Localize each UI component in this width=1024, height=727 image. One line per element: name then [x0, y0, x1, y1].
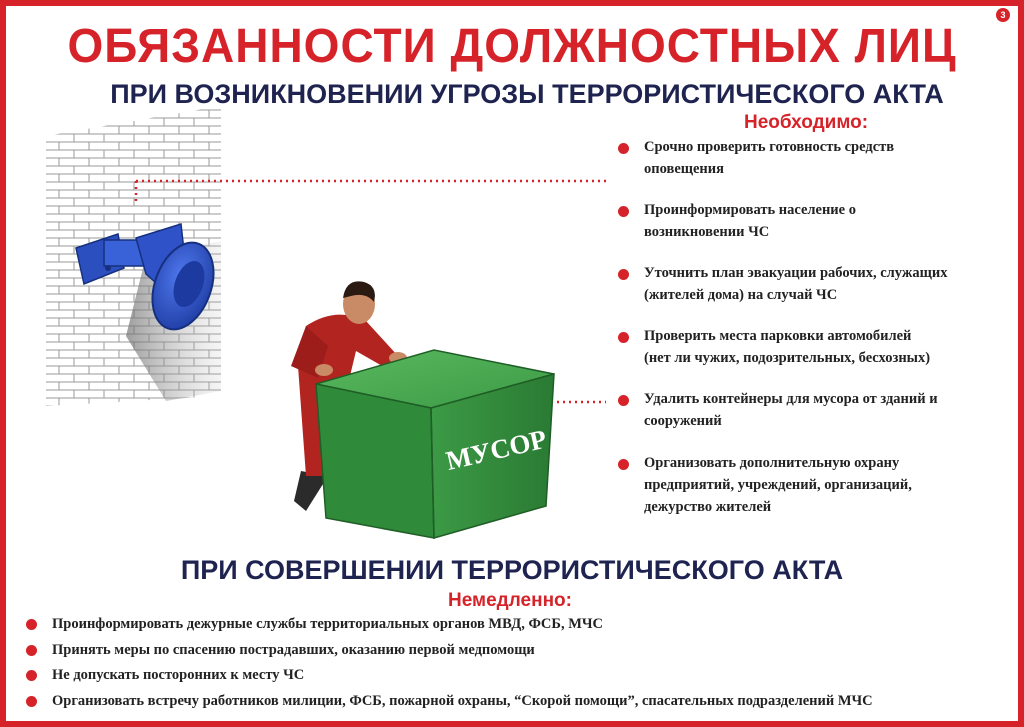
container-label: МУСОР [443, 423, 550, 476]
page-title: ОБЯЗАННОСТИ ДОЛЖНОСТНЫХ ЛИЦ [67, 17, 957, 73]
threat-section-label: Необходимо: [744, 112, 869, 133]
list-item: Проинформировать дежурные службы территориальных органов МВД, ФСБ, МЧС [26, 612, 873, 638]
threat-section-heading: ПРИ ВОЗНИКНОВЕНИИ УГРОЗЫ ТЕРРОРИСТИЧЕСКОГО АКТА [110, 79, 944, 109]
list-item: Уточнить план эвакуации рабочих, служащих (жителей дома) на случай ЧС [618, 262, 1024, 306]
list-item: Проверить места парковки автомобилей (нет ли чужих, подозрительных, бесхозных) [618, 325, 1024, 369]
act-section-heading: ПРИ СОВЕРШЕНИИ ТЕРРОРИСТИЧЕСКОГО АКТА [180, 555, 844, 585]
list-item: Организовать дополнительную охрану предприятий, учреждений, организаций, дежурство жителей [618, 452, 1024, 518]
act-actions-list [26, 612, 873, 714]
act-section-label: Немедленно: [448, 590, 572, 611]
trash-container-icon [316, 350, 554, 538]
list-item: Срочно проверить готовность средств оповещения [618, 136, 1024, 180]
list-item: Организовать встречу работников милиции, ФСБ, пожарной охраны, “Скорой помощи”, спасательных подразделений МЧС [26, 689, 873, 715]
list-item: Проинформировать население о возникновении ЧС [618, 199, 1024, 243]
list-item: Не допускать посторонних к месту ЧС [26, 663, 873, 689]
list-item: Принять меры по спасению пострадавших, оказанию первой медпомощи [26, 638, 873, 664]
page-number-badge: 3 [996, 8, 1010, 22]
list-item: Удалить контейнеры для мусора от зданий и сооружений [618, 388, 1024, 432]
